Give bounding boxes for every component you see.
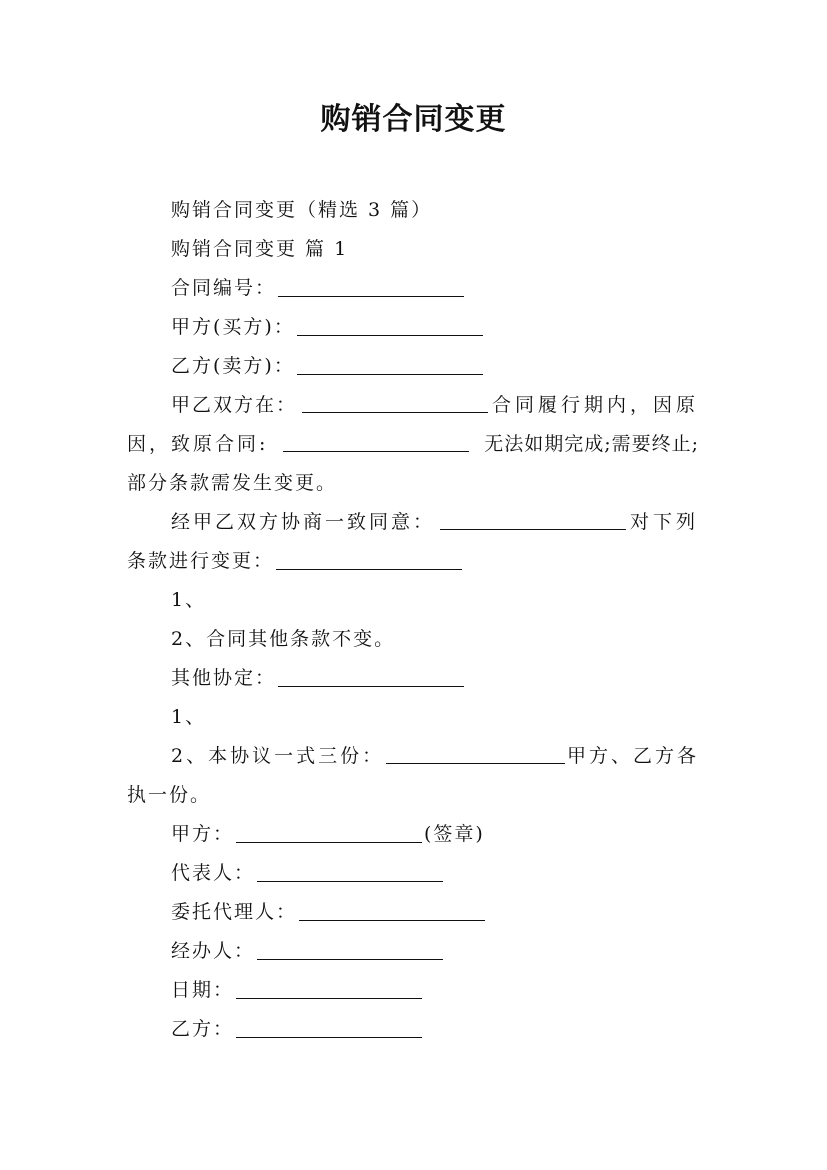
paragraph-line-2 <box>127 431 699 457</box>
other-agreements-line <box>171 665 466 691</box>
handler-line <box>171 938 445 964</box>
other-agreements-blank[interactable] <box>278 666 464 687</box>
agreement-text-2: 条款进行变更： <box>127 550 275 572</box>
item-2-line <box>171 626 395 652</box>
agreement-text-1b: 对下列 <box>629 511 699 533</box>
paragraph-line-3 <box>127 470 337 496</box>
changed-terms-blank[interactable] <box>276 549 462 570</box>
representative-line <box>171 860 445 886</box>
item-1-text: 1、 <box>171 589 207 611</box>
authorized-agent-label: 委托代理人： <box>171 901 298 923</box>
item-1-line <box>171 587 206 613</box>
party-b-blank[interactable] <box>236 1017 422 1038</box>
signature-party-a-line <box>171 821 485 847</box>
paragraph-line-1 <box>171 392 699 418</box>
party-b-label: 乙方： <box>171 1018 235 1040</box>
copies-text-2: 执一份。 <box>127 784 212 806</box>
copies-line-1 <box>171 743 699 769</box>
section-heading-text: 购销合同变更 篇 1 <box>171 238 349 260</box>
item-2-text: 2、合同其他条款不变。 <box>171 628 396 650</box>
party-b-seller-line <box>171 353 485 379</box>
copies-line-2 <box>127 782 211 808</box>
fulfillment-period-blank[interactable] <box>302 392 488 413</box>
representative-blank[interactable] <box>257 861 443 882</box>
paragraph-text-1a: 甲乙双方在： <box>171 394 298 416</box>
original-contract-blank[interactable] <box>283 431 469 452</box>
subtitle-line <box>171 197 432 223</box>
signature-party-a-blank[interactable] <box>236 822 422 843</box>
copies-text-1b: 甲方、乙方各 <box>566 745 699 767</box>
representative-label: 代表人： <box>171 862 256 884</box>
party-b-seller-blank[interactable] <box>297 354 483 375</box>
paragraph-text-2a: 因，致原合同: <box>127 433 269 455</box>
contract-number-label: 合同编号： <box>171 277 277 299</box>
paragraph-text-3: 部分条款需发生变更。 <box>127 472 338 494</box>
document-title: 购销合同变更 <box>320 102 507 137</box>
copies-text-1a: 2、本协议一式三份： <box>171 745 385 767</box>
agreement-text-1a: 经甲乙双方协商一致同意： <box>171 511 436 533</box>
agreement-line-1 <box>171 509 699 535</box>
party-b-line <box>171 1016 424 1042</box>
section-heading <box>171 236 348 262</box>
authorized-agent-line <box>171 899 487 925</box>
copies-blank[interactable] <box>386 743 565 764</box>
authorized-agent-blank[interactable] <box>299 900 485 921</box>
contract-number-line <box>171 275 466 301</box>
party-b-seller-label: 乙方(卖方)： <box>171 355 295 377</box>
other-agreements-label: 其他协定： <box>171 667 277 689</box>
handler-label: 经办人： <box>171 940 256 962</box>
party-a-buyer-blank[interactable] <box>297 315 483 336</box>
date-blank[interactable] <box>236 978 422 999</box>
other-item-1-line <box>171 704 206 730</box>
agreement-blank[interactable] <box>440 509 626 530</box>
signature-party-a-label: 甲方： <box>171 823 235 845</box>
contract-number-blank[interactable] <box>278 276 464 297</box>
paragraph-text-2b: 无法如期完成;需要终止; <box>484 433 699 455</box>
party-a-buyer-label: 甲方(买方)： <box>171 316 295 338</box>
handler-blank[interactable] <box>257 939 443 960</box>
subtitle-text: 购销合同变更（精选 3 篇） <box>171 199 433 221</box>
party-a-buyer-line <box>171 314 485 340</box>
date-label: 日期： <box>171 979 235 1001</box>
other-item-1-text: 1、 <box>171 706 207 728</box>
signature-seal-label: (签章) <box>424 823 485 845</box>
agreement-line-2 <box>127 548 464 574</box>
date-line <box>171 977 424 1003</box>
paragraph-text-1b: 合同履行期内，因原 <box>491 394 699 416</box>
